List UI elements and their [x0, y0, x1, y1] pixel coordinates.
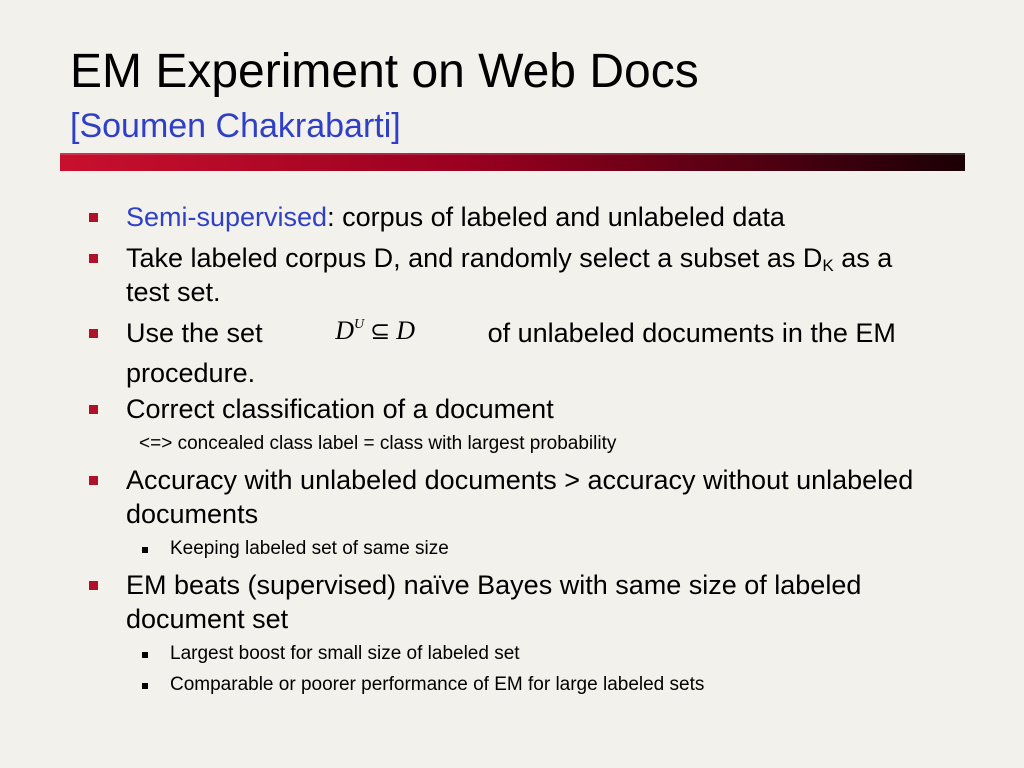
bullet-test-set [126, 241, 926, 309]
sub-bullet-largest-boost [170, 642, 930, 666]
sub-bullet-text: Largest boost for small size of labeled set [170, 643, 520, 664]
bullet-square-icon [89, 581, 98, 590]
bullet-square-icon [89, 213, 98, 222]
slide-subtitle: [Soumen Chakrabarti] [70, 107, 401, 145]
bullet-square-icon [89, 405, 98, 414]
sub-bullet-text: Comparable or poorer performance of EM for large labeled sets [170, 674, 705, 695]
small-bullet-square-icon [142, 652, 148, 658]
bullet-square-icon [89, 476, 98, 485]
bullet-square-icon [89, 254, 98, 263]
slide-title: EM Experiment on Web Docs [70, 45, 699, 98]
bullet-correct-classification [126, 392, 926, 426]
bullet-em-beats-bayes [126, 568, 926, 636]
bullet-text: : corpus of labeled and unlabeled data [327, 202, 785, 232]
subscript-k: K [822, 256, 834, 275]
sub-bullet-same-size [170, 537, 930, 561]
bullet-square-icon [89, 329, 98, 338]
bullet-text: Accuracy with unlabeled documents > accuracy without unlabeled documents [126, 465, 914, 529]
bullet-accuracy [126, 463, 926, 531]
semi-supervised-term: Semi-supervised [126, 202, 328, 232]
bullet-text: Take labeled corpus D, and randomly select a subset as D [126, 243, 823, 273]
bullet-text-tail: as a test set. [126, 243, 893, 307]
sub-bullet-poorer-performance [170, 673, 930, 697]
bullet-unlabeled-set [126, 316, 926, 390]
bullet-text: Use the set [126, 318, 263, 348]
sub-item-concealed-label: <=> concealed class label = class with largest probability [139, 433, 617, 454]
bullet-text: Correct classification of a document [126, 394, 554, 424]
small-bullet-square-icon [142, 547, 148, 553]
bullet-text: EM beats (supervised) naïve Bayes with same size of labeled document set [126, 570, 862, 634]
subset-formula: $D^U$ ⊆ D [335, 316, 415, 345]
bullet-semi-supervised [126, 200, 926, 234]
bullet-text-tail: of unlabeled documents in the EM procedure. [126, 318, 896, 388]
sub-bullet-text: Keeping labeled set of same size [170, 538, 449, 559]
small-bullet-square-icon [142, 683, 148, 689]
